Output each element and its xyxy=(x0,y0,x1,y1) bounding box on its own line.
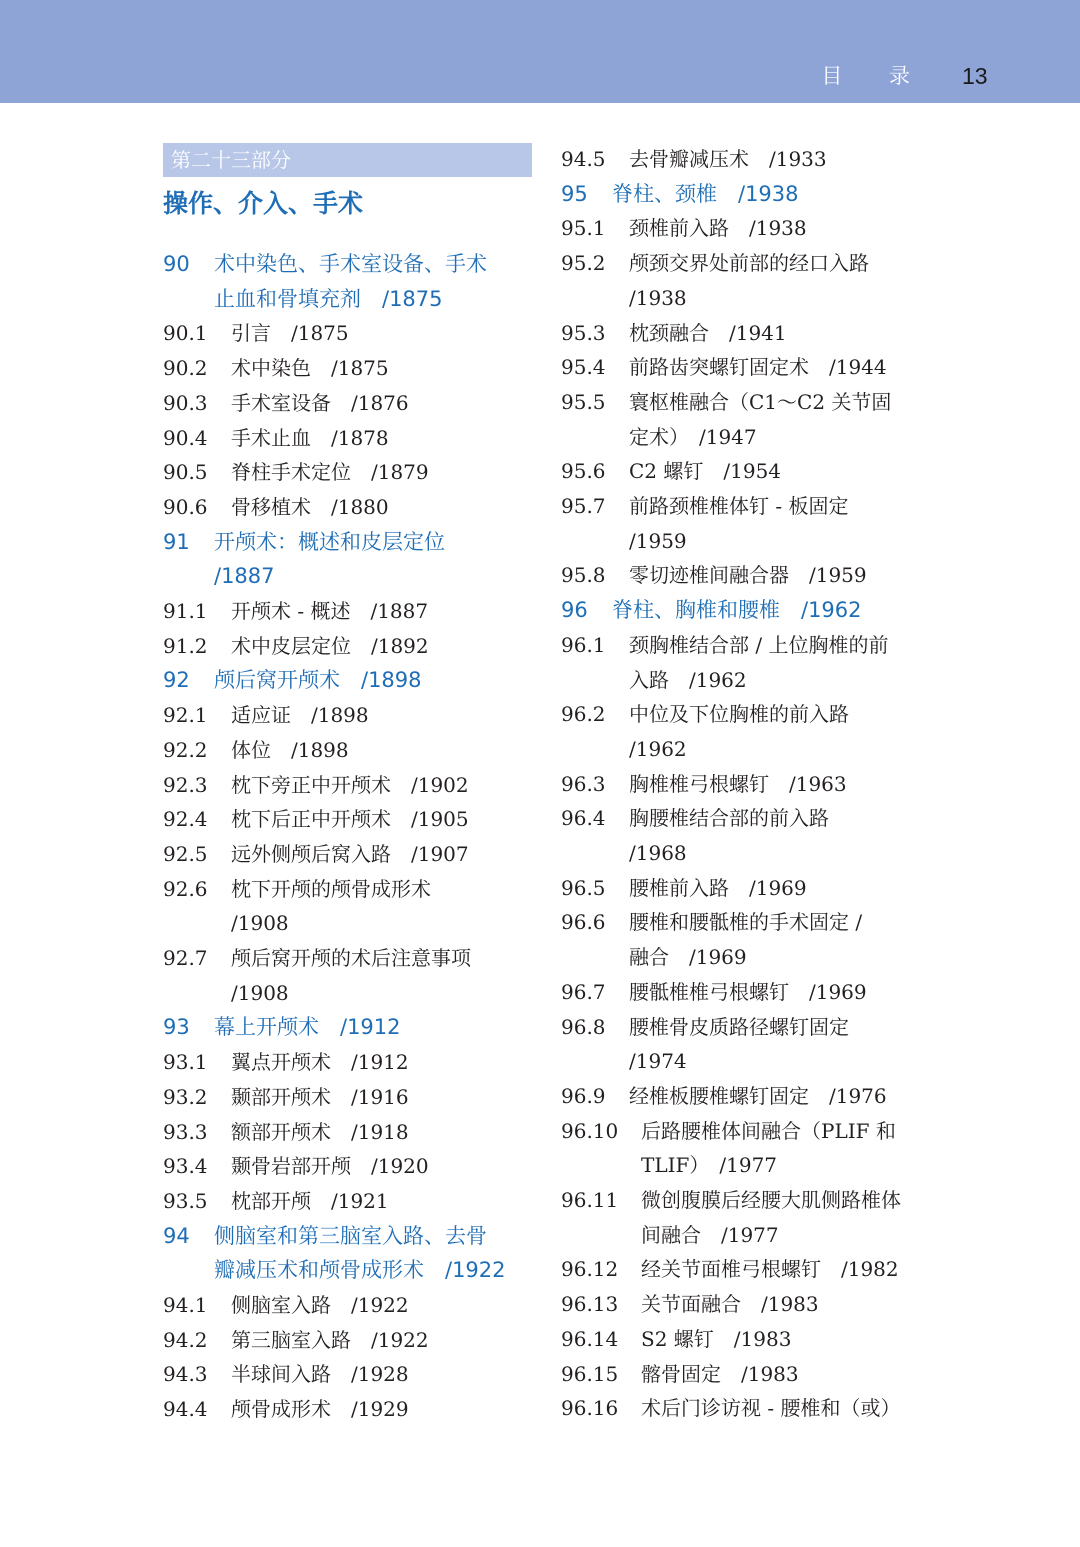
toc-entry-text: 入路 /1962 xyxy=(629,667,747,692)
toc-entry-text: 去骨瓣减压术 /1933 xyxy=(629,147,827,171)
toc-chapter-entry xyxy=(561,177,799,211)
toc-entry-text: 开颅术：概述和皮层定位 xyxy=(214,529,445,554)
toc-entry-number: 94.4 xyxy=(163,1397,208,1422)
toc-entry-text: 颅颈交界处前部的经口入路 xyxy=(629,251,869,276)
toc-section-entry xyxy=(163,1357,409,1391)
toc-section-entry xyxy=(561,1010,849,1044)
toc-section-entry xyxy=(163,1115,409,1149)
toc-entry-text: 微创腹膜后经腰大肌侧路椎体 xyxy=(641,1188,901,1212)
toc-entry-text: 半球间入路 /1928 xyxy=(231,1362,409,1387)
toc-section-entry xyxy=(163,421,389,455)
toc-entry-text: 翼点开颅术 /1912 xyxy=(231,1050,409,1075)
toc-section-entry xyxy=(561,836,687,870)
toc-entry-number: 96.8 xyxy=(561,1014,606,1039)
toc-entry-number: 92.4 xyxy=(163,807,208,832)
toc-section-entry xyxy=(561,142,827,176)
toc-entry-text: 定术） /1947 xyxy=(629,424,757,449)
toc-entry-number: 96.10 xyxy=(561,1118,619,1143)
toc-section-entry xyxy=(163,837,469,871)
toc-entry-text: 额部开颅术 /1918 xyxy=(231,1119,409,1144)
toc-section-entry xyxy=(561,1114,896,1148)
toc-section-entry xyxy=(163,1184,389,1218)
toc-entry-number: 96.11 xyxy=(561,1188,619,1212)
toc-entry-text: 颞部开颅术 /1916 xyxy=(231,1084,409,1109)
toc-chapter-entry xyxy=(163,663,422,697)
toc-entry-number: 92.3 xyxy=(163,772,208,797)
toc-section-entry xyxy=(561,732,687,766)
toc-entry-number: 93.1 xyxy=(163,1050,208,1075)
toc-section-entry xyxy=(561,558,867,592)
toc-chapter-entry xyxy=(163,559,275,593)
toc-entry-number: 95.4 xyxy=(561,355,606,380)
toc-section-entry xyxy=(163,1045,409,1079)
toc-chapter-entry xyxy=(163,1010,401,1044)
toc-section-entry xyxy=(561,350,887,384)
toc-entry-text: S2 螺钉 /1983 xyxy=(641,1326,792,1351)
page-number: 13 xyxy=(962,63,988,89)
toc-entry-number: 94.2 xyxy=(163,1327,208,1352)
toc-entry-number: 96.13 xyxy=(561,1292,619,1317)
toc-section-entry xyxy=(163,802,469,836)
toc-section-entry xyxy=(561,767,847,801)
toc-entry-number: 92.7 xyxy=(163,946,208,970)
toc-entry-number: 92 xyxy=(163,668,190,693)
toc-entry-number: 96.6 xyxy=(561,910,606,935)
toc-entry-text: 手术止血 /1878 xyxy=(231,425,389,450)
toc-entry-number: 91.2 xyxy=(163,633,208,658)
toc-entry-text: 腰椎和腰骶椎的手术固定 / xyxy=(629,910,863,935)
toc-chapter-entry xyxy=(561,593,862,627)
toc-chapter-entry xyxy=(163,1219,487,1253)
toc-entry-number: 90.1 xyxy=(163,321,208,346)
toc-entry-number: 93 xyxy=(163,1015,190,1040)
toc-entry-number: 96.9 xyxy=(561,1083,606,1108)
toc-entry-number: 92.6 xyxy=(163,876,208,901)
toc-entry-text: 前路颈椎椎体钉 - 板固定 xyxy=(629,494,849,518)
toc-entry-number: 95 xyxy=(561,181,588,206)
toc-entry-text: 骨移植术 /1880 xyxy=(231,494,389,519)
toc-entry-text: 胸腰椎结合部的前入路 xyxy=(629,806,829,831)
toc-entry-text: 腰椎前入路 /1969 xyxy=(629,875,807,900)
toc-section-entry xyxy=(561,524,687,558)
toc-entry-text: /1959 xyxy=(629,528,687,553)
toc-entry-number: 96.5 xyxy=(561,875,606,900)
toc-section-entry xyxy=(163,941,471,975)
toc-entry-number: 96.3 xyxy=(561,771,606,796)
toc-section-entry xyxy=(561,871,807,905)
toc-section-entry xyxy=(163,768,469,802)
toc-entry-text: /1938 xyxy=(629,285,687,310)
toc-entry-text: 腰椎骨皮质路径螺钉固定 xyxy=(629,1014,849,1039)
toc-section-entry xyxy=(561,385,891,419)
toc-section-entry xyxy=(163,1323,429,1357)
toc-entry-text: /1974 xyxy=(629,1049,687,1074)
toc-entry-text: 枕部开颅 /1921 xyxy=(231,1188,389,1213)
toc-entry-number: 96.12 xyxy=(561,1257,619,1282)
toc-entry-number: 90.6 xyxy=(163,494,208,519)
toc-entry-text: 经关节面椎弓根螺钉 /1982 xyxy=(641,1257,899,1282)
toc-chapter-entry xyxy=(163,1253,506,1287)
toc-entry-text: /1968 xyxy=(629,841,687,865)
toc-section-entry xyxy=(163,698,369,732)
toc-entry-text: 间融合 /1977 xyxy=(641,1222,779,1247)
toc-section-entry xyxy=(561,420,757,454)
header-section-label: 目 录 xyxy=(821,64,930,88)
toc-entry-number: 94 xyxy=(163,1223,190,1248)
toc-entry-text: 适应证 /1898 xyxy=(231,703,369,728)
toc-section-entry xyxy=(163,455,429,489)
toc-section-entry xyxy=(561,246,869,280)
toc-section-entry xyxy=(163,1080,409,1114)
toc-entry-text: 枕下后正中开颅术 /1905 xyxy=(231,807,469,832)
toc-entry-number: 94.5 xyxy=(561,147,606,171)
toc-chapter-entry xyxy=(163,525,445,559)
toc-entry-number: 96.2 xyxy=(561,702,606,727)
toc-entry-text: 颈椎前入路 /1938 xyxy=(629,216,807,241)
toc-entry-text: C2 螺钉 /1954 xyxy=(629,459,782,484)
toc-entry-text: 胸椎椎弓根螺钉 /1963 xyxy=(629,771,847,796)
toc-section-entry xyxy=(163,976,289,1010)
toc-entry-number: 95.3 xyxy=(561,320,606,345)
toc-section-entry xyxy=(561,1183,901,1217)
toc-entry-text: 侧脑室入路 /1922 xyxy=(231,1293,409,1317)
toc-entry-text: 术中染色、手术室设备、手术 xyxy=(214,252,487,276)
toc-section-entry xyxy=(163,594,428,628)
toc-entry-number: 96.7 xyxy=(561,979,606,1004)
toc-entry-text: 术后门诊访视 - 腰椎和（或） xyxy=(641,1396,901,1421)
toc-entry-text: 枕颈融合 /1941 xyxy=(629,320,787,345)
toc-section-entry xyxy=(163,872,431,906)
toc-section-entry xyxy=(561,211,807,245)
toc-entry-text: 脊柱、颈椎 /1938 xyxy=(612,181,799,206)
toc-entry-number: 92.5 xyxy=(163,841,208,866)
toc-entry-text: 融合 /1969 xyxy=(629,945,747,970)
toc-entry-text: 颈胸椎结合部 / 上位胸椎的前 xyxy=(629,632,889,657)
toc-section-entry xyxy=(561,1322,791,1356)
toc-section-entry xyxy=(163,733,349,767)
toc-entry-number: 90.3 xyxy=(163,390,208,415)
toc-entry-text: 颅后窝开颅术 /1898 xyxy=(214,668,422,693)
toc-entry-text: 颅骨成形术 /1929 xyxy=(231,1397,409,1422)
toc-section-entry xyxy=(163,906,289,940)
toc-entry-number: 96.4 xyxy=(561,806,606,831)
toc-entry-text: 远外侧颅后窝入路 /1907 xyxy=(231,841,469,866)
toc-section-entry xyxy=(561,628,888,662)
toc-section-entry xyxy=(163,629,429,663)
toc-section-entry xyxy=(561,663,747,697)
toc-entry-text: 后路腰椎体间融合（PLIF 和 xyxy=(641,1118,896,1143)
toc-entry-text: /1962 xyxy=(629,736,687,761)
toc-entry-number: 96.1 xyxy=(561,632,606,657)
toc-entry-number: 94.3 xyxy=(163,1362,208,1387)
toc-entry-text: 体位 /1898 xyxy=(231,737,349,762)
page-header-band xyxy=(0,0,1080,103)
toc-entry-number: 93.4 xyxy=(163,1154,208,1179)
toc-entry-number: 93.2 xyxy=(163,1084,208,1109)
toc-entry-text: 颅后窝开颅的术后注意事项 xyxy=(231,946,471,970)
toc-section-entry xyxy=(163,1288,409,1322)
toc-entry-text: /1908 xyxy=(231,911,289,936)
toc-entry-text: 关节面融合 /1983 xyxy=(641,1292,819,1317)
toc-section-entry xyxy=(163,386,409,420)
toc-entry-text: 脊柱、胸椎和腰椎 /1962 xyxy=(612,598,862,623)
toc-entry-number: 94.1 xyxy=(163,1293,208,1317)
toc-section-entry xyxy=(561,454,781,488)
toc-entry-text: 经椎板腰椎螺钉固定 /1976 xyxy=(629,1083,887,1108)
toc-entry-number: 96.15 xyxy=(561,1361,619,1386)
toc-entry-text: 第三脑室入路 /1922 xyxy=(231,1327,429,1352)
toc-entry-text: 引言 /1875 xyxy=(231,321,349,346)
toc-entry-text: 幕上开颅术 /1912 xyxy=(214,1015,401,1040)
toc-entry-text: /1908 xyxy=(231,980,289,1005)
toc-section-entry xyxy=(163,351,389,385)
toc-entry-text: 脊柱手术定位 /1879 xyxy=(231,460,429,485)
toc-entry-text: 中位及下位胸椎的前入路 xyxy=(629,702,849,727)
toc-entry-text: 手术室设备 /1876 xyxy=(231,390,409,415)
toc-chapter-entry xyxy=(163,247,487,281)
toc-section-entry xyxy=(561,975,867,1009)
toc-entry-number: 95.8 xyxy=(561,563,606,588)
toc-section-entry xyxy=(561,940,747,974)
toc-entry-number: 92.1 xyxy=(163,703,208,728)
toc-entry-number: 93.3 xyxy=(163,1119,208,1144)
toc-entry-number: 96 xyxy=(561,598,588,623)
toc-entry-text: 枕下旁正中开颅术 /1902 xyxy=(231,772,469,797)
toc-entry-text: 术中皮层定位 /1892 xyxy=(231,633,429,658)
toc-entry-number: 92.2 xyxy=(163,737,208,762)
toc-entry-number: 91.1 xyxy=(163,599,208,623)
toc-section-entry xyxy=(163,1149,429,1183)
toc-entry-number: 95.2 xyxy=(561,251,606,276)
toc-section-entry xyxy=(561,1079,887,1113)
toc-entry-text: /1887 xyxy=(214,564,275,589)
toc-entry-number: 90.5 xyxy=(163,460,208,485)
toc-section-entry xyxy=(561,281,687,315)
toc-entry-text: 止血和骨填充剂 /1875 xyxy=(214,286,443,311)
toc-entry-number: 90.2 xyxy=(163,356,208,381)
toc-entry-text: 开颅术 - 概述 /1887 xyxy=(231,599,429,623)
toc-entry-text: 寰枢椎融合（C1～C2 关节固 xyxy=(629,389,892,414)
toc-section-entry xyxy=(561,1391,900,1425)
toc-entry-text: 前路齿突螺钉固定术 /1944 xyxy=(629,355,887,380)
toc-section-entry xyxy=(561,1218,779,1252)
toc-section-entry xyxy=(561,801,829,835)
toc-entry-text: 术中染色 /1875 xyxy=(231,356,389,381)
part-label: 第二十三部分 xyxy=(163,143,532,177)
toc-entry-number: 95.6 xyxy=(561,459,606,484)
toc-entry-number: 96.14 xyxy=(561,1326,619,1351)
toc-section-entry xyxy=(561,316,787,350)
toc-entry-text: 髂骨固定 /1983 xyxy=(641,1361,799,1386)
toc-entry-number: 90 xyxy=(163,252,190,276)
toc-section-entry xyxy=(561,905,862,939)
toc-entry-number: 95.5 xyxy=(561,389,606,414)
toc-entry-number: 95.1 xyxy=(561,216,606,241)
toc-section-entry xyxy=(561,1252,899,1286)
toc-section-entry xyxy=(561,489,848,523)
toc-section-entry xyxy=(561,697,849,731)
part-title: 操作、介入、手术 xyxy=(163,189,364,218)
toc-entry-number: 91 xyxy=(163,529,190,554)
toc-entry-text: 瓣减压术和颅骨成形术 /1922 xyxy=(214,1258,506,1283)
toc-section-entry xyxy=(561,1287,819,1321)
toc-section-entry xyxy=(561,1357,799,1391)
toc-entry-text: 腰骶椎椎弓根螺钉 /1969 xyxy=(629,979,867,1004)
toc-section-entry xyxy=(163,316,349,350)
toc-section-entry xyxy=(561,1148,777,1182)
toc-entry-number: 96.16 xyxy=(561,1396,619,1421)
toc-entry-text: 零切迹椎间融合器 /1959 xyxy=(629,563,867,588)
toc-entry-text: 颞骨岩部开颅 /1920 xyxy=(231,1154,429,1179)
toc-entry-number: 90.4 xyxy=(163,425,208,450)
toc-entry-number: 93.5 xyxy=(163,1188,208,1213)
toc-entry-text: 侧脑室和第三脑室入路、去骨 xyxy=(214,1223,487,1248)
toc-section-entry xyxy=(163,490,389,524)
toc-section-entry xyxy=(561,1044,687,1078)
toc-chapter-entry xyxy=(163,282,443,316)
toc-section-entry xyxy=(163,1392,409,1426)
toc-entry-text: 枕下开颅的颅骨成形术 xyxy=(231,876,431,901)
toc-entry-text: TLIF） /1977 xyxy=(641,1153,778,1178)
toc-entry-number: 95.7 xyxy=(561,494,606,518)
